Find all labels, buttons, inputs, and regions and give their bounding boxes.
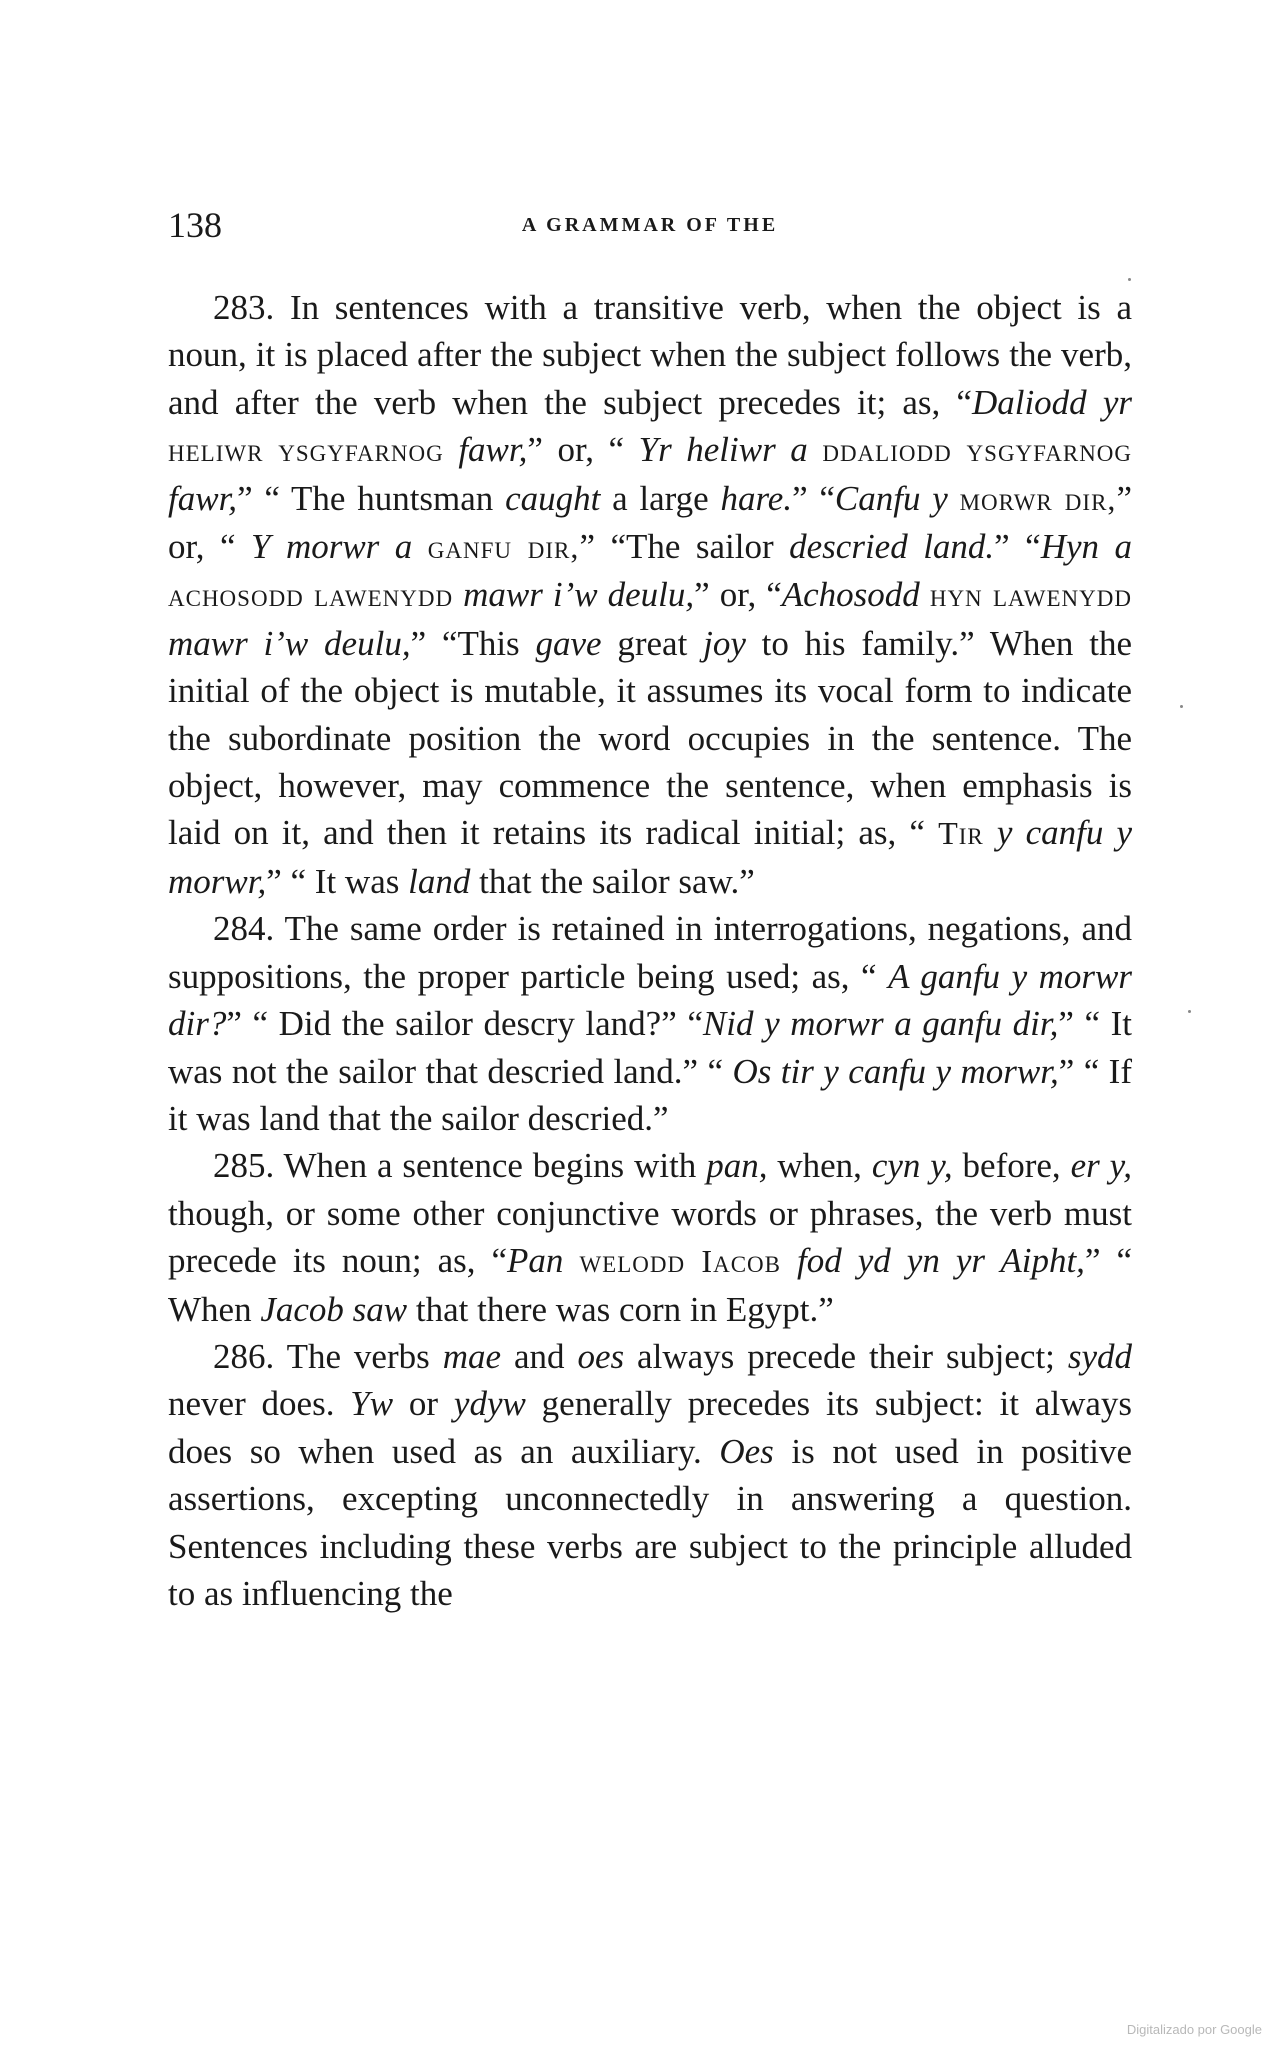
small-caps-text: ganfu dir,	[427, 529, 580, 566]
body-text-run: generally precedes its subject: it always does so when used as an auxiliary.	[168, 1384, 1132, 1471]
body-text	[168, 284, 1132, 1617]
body-text-run: The same order is retained in interrogations, negations, and suppositions, the proper particle being used; as, “	[168, 909, 1132, 996]
page-header	[168, 200, 1132, 250]
body-text-run: ” “ It was	[266, 861, 409, 901]
page-number: 138	[168, 205, 222, 245]
paragraph-285	[168, 1142, 1132, 1333]
italic-text: oes	[577, 1336, 625, 1376]
italic-text: Yw	[350, 1384, 394, 1424]
body-text-run: ” or, “	[694, 575, 782, 615]
body-text-run: When a sentence begins with	[274, 1146, 707, 1186]
body-text-run: though, or some other conjunctive words or phrases, the verb must precede its noun; as, “	[168, 1193, 1132, 1281]
italic-text: Daliodd yr	[971, 382, 1132, 422]
italic-text: fod yd yn yr Aipht,	[797, 1241, 1085, 1281]
italic-text: hare.	[720, 478, 793, 518]
scan-speck	[1180, 705, 1183, 708]
italic-text: Os tir y canfu y morwr,	[732, 1051, 1059, 1091]
italic-text: ydyw	[453, 1384, 526, 1424]
body-text-run	[984, 813, 997, 852]
italic-text: land	[408, 861, 471, 901]
body-text-run: ” “The sailor	[579, 527, 790, 567]
small-caps-text: welodd Iacob	[579, 1243, 782, 1280]
italic-text: cyn y,	[871, 1146, 953, 1186]
body-text-run	[563, 1241, 579, 1280]
italic-text: mae	[442, 1336, 502, 1376]
italic-text: mawr i’w deulu,	[463, 575, 695, 615]
body-text-run	[781, 1241, 797, 1280]
italic-text: Nid y morwr a ganfu dir,	[702, 1004, 1059, 1044]
body-text-run: when,	[767, 1146, 872, 1186]
small-caps-text: ddaliodd ysgyfarnog	[822, 432, 1133, 469]
body-text-run: a large	[600, 478, 721, 518]
italic-text: fawr,	[458, 430, 528, 470]
body-text-run: ” or, “	[168, 478, 1133, 567]
italic-text: fawr,	[168, 478, 238, 518]
italic-text: Oes	[719, 1431, 774, 1471]
scan-speck	[1128, 278, 1131, 281]
italic-text: er y,	[1070, 1146, 1132, 1186]
paragraph-number: 285.	[213, 1146, 275, 1186]
body-text-run: is not used in positive assertions, excepting unconnectedly in answering a question. Sentences including these verbs are subject to the principle alluded to as influencing the	[168, 1431, 1132, 1613]
body-text-run: to his family.” When the initial of the object is mutable, it assumes its vocal form to indicate the subordinate position the word occupies in the sentence. The object, however, may commence the sentence, when emphasis is laid on it, and then it retains its radical initial; as, “	[168, 623, 1132, 853]
small-caps-text: morwr dir,	[959, 480, 1117, 517]
body-text-run: or	[393, 1384, 454, 1424]
small-caps-text: achosodd lawenydd	[168, 577, 454, 614]
body-text-run: ” “ The huntsman	[237, 478, 506, 518]
body-text-run: and	[501, 1336, 578, 1376]
body-text-run: that there was corn in Egypt.”	[407, 1289, 834, 1329]
body-text-run: ” “ It was not the sailor that descried land.” “	[168, 1004, 1133, 1091]
body-text-run	[920, 575, 930, 614]
digitization-watermark: Digitalizado por Google	[1126, 2022, 1262, 2037]
italic-text: y canfu y morwr,	[168, 813, 1133, 901]
body-text-run	[444, 430, 459, 469]
italic-text: descried land.	[789, 527, 995, 567]
paragraph-283	[168, 284, 1132, 905]
paragraph-284	[168, 905, 1132, 1142]
small-caps-text: hyn lawenydd	[929, 577, 1132, 614]
body-text-run	[948, 479, 960, 518]
italic-text: joy	[703, 623, 746, 663]
body-text-run: ” “ When	[168, 1241, 1133, 1329]
body-text-run: ” “	[792, 478, 835, 518]
italic-text: Jacob saw	[260, 1289, 408, 1329]
italic-text: Yr heliwr a	[638, 430, 808, 470]
paragraph-number: 284.	[213, 909, 275, 949]
running-head: A GRAMMAR OF THE	[521, 214, 779, 236]
body-text-run: ” “This	[410, 623, 536, 663]
small-caps-text: heliwr ysgyfarnog	[168, 432, 444, 469]
body-text-run: ” “ If it was land that the sailor descried.”	[168, 1051, 1132, 1138]
body-text-run: never does.	[168, 1384, 351, 1424]
italic-text: mawr i’w deulu,	[168, 623, 411, 663]
italic-text: Canfu y	[834, 478, 948, 518]
body-text-run: great	[601, 623, 704, 663]
italic-text: Achosodd	[781, 575, 920, 615]
italic-text: sydd	[1067, 1336, 1132, 1376]
body-text-run: that the sailor saw.”	[470, 861, 755, 901]
body-text-run: The verbs	[274, 1336, 443, 1376]
small-caps-text: Tir	[938, 815, 984, 852]
body-text-run	[412, 527, 427, 566]
scan-speck	[1188, 1010, 1191, 1013]
body-text-run	[808, 430, 823, 469]
italic-text: Pan	[507, 1241, 564, 1281]
italic-text: Y morwr a	[251, 527, 413, 567]
italic-text: Hyn a	[1040, 527, 1133, 567]
body-text-run	[453, 575, 463, 614]
body-text-run: before,	[952, 1146, 1071, 1186]
body-text-run: ” “	[994, 527, 1041, 567]
body-text-run: In sentences with a transitive verb, when the object is a noun, it is placed after the subject when the subject follows the verb, and after the verb when the subject precedes it; as, “	[168, 288, 1132, 422]
paragraph-286	[168, 1333, 1132, 1617]
body-text-run: ” or, “	[527, 430, 639, 470]
body-text-run: ” “ Did the sailor descry land?” “	[226, 1004, 703, 1044]
italic-text: pan,	[706, 1146, 768, 1186]
italic-text: gave	[535, 623, 602, 663]
italic-text: caught	[505, 478, 601, 518]
italic-text: A ganfu y morwr dir?	[168, 956, 1132, 1044]
paragraph-number: 286.	[213, 1336, 275, 1376]
paragraph-number: 283.	[213, 288, 275, 327]
body-text-run: always precede their subject;	[624, 1336, 1068, 1376]
